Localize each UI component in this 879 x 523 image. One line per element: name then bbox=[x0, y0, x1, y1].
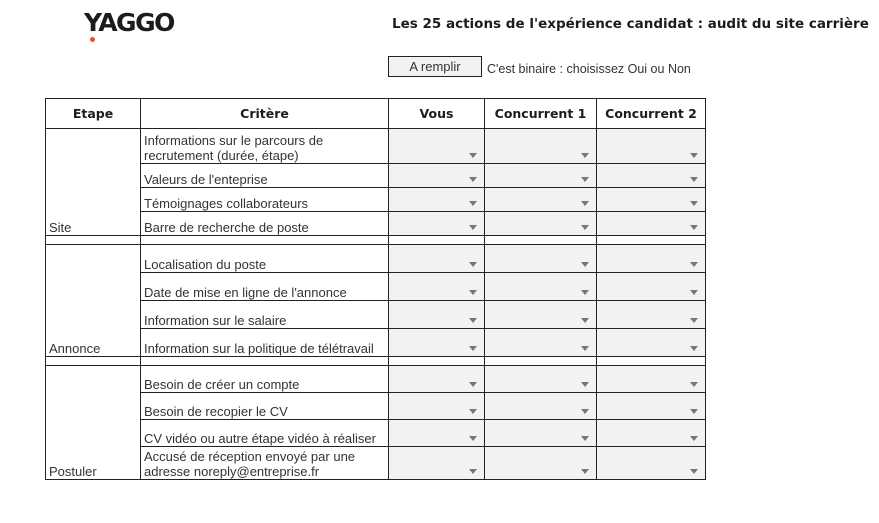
concurrent-1-dropdown[interactable] bbox=[485, 212, 597, 236]
concurrent-2-dropdown[interactable] bbox=[597, 212, 706, 236]
chevron-down-icon bbox=[690, 201, 698, 206]
audit-table bbox=[45, 98, 706, 480]
concurrent-1-dropdown[interactable] bbox=[485, 366, 597, 393]
yaggo-logo: YAGGO bbox=[84, 8, 174, 37]
spacer-row bbox=[46, 236, 706, 245]
chevron-down-icon bbox=[581, 153, 589, 158]
vous-dropdown[interactable] bbox=[389, 447, 485, 480]
critere-cell: Barre de recherche de poste bbox=[141, 212, 389, 236]
concurrent-1-dropdown[interactable] bbox=[485, 129, 597, 164]
concurrent-2-dropdown[interactable] bbox=[597, 301, 706, 329]
table-row bbox=[46, 329, 706, 357]
chevron-down-icon bbox=[690, 225, 698, 230]
chevron-down-icon bbox=[581, 346, 589, 351]
spacer-row bbox=[46, 357, 706, 366]
chevron-down-icon bbox=[581, 177, 589, 182]
chevron-down-icon bbox=[690, 290, 698, 295]
vous-dropdown[interactable] bbox=[389, 212, 485, 236]
table-row bbox=[46, 164, 706, 188]
concurrent-1-dropdown[interactable] bbox=[485, 188, 597, 212]
concurrent-1-dropdown[interactable] bbox=[485, 164, 597, 188]
critere-cell: Information sur la politique de télétravail bbox=[141, 329, 389, 357]
critere-cell: Besoin de recopier le CV bbox=[141, 393, 389, 420]
vous-dropdown[interactable] bbox=[389, 301, 485, 329]
concurrent-1-dropdown[interactable] bbox=[485, 420, 597, 447]
col-header-critere: Critère bbox=[141, 99, 389, 129]
chevron-down-icon bbox=[469, 436, 477, 441]
critere-cell: Localisation du poste bbox=[141, 245, 389, 273]
critere-cell: Informations sur le parcours de recrutement (durée, étape) bbox=[141, 129, 389, 164]
legend-fill-box: A remplir bbox=[388, 56, 482, 77]
etape-cell: Postuler bbox=[46, 366, 141, 480]
table-row bbox=[46, 129, 706, 164]
chevron-down-icon bbox=[469, 346, 477, 351]
chevron-down-icon bbox=[690, 436, 698, 441]
vous-dropdown[interactable] bbox=[389, 164, 485, 188]
critere-cell: CV vidéo ou autre étape vidéo à réaliser bbox=[141, 420, 389, 447]
table-row bbox=[46, 301, 706, 329]
chevron-down-icon bbox=[469, 225, 477, 230]
concurrent-1-dropdown[interactable] bbox=[485, 329, 597, 357]
chevron-down-icon bbox=[469, 409, 477, 414]
concurrent-2-dropdown[interactable] bbox=[597, 245, 706, 273]
critere-cell: Information sur le salaire bbox=[141, 301, 389, 329]
chevron-down-icon bbox=[690, 318, 698, 323]
chevron-down-icon bbox=[690, 262, 698, 267]
concurrent-2-dropdown[interactable] bbox=[597, 420, 706, 447]
concurrent-2-dropdown[interactable] bbox=[597, 393, 706, 420]
chevron-down-icon bbox=[690, 177, 698, 182]
table-row bbox=[46, 366, 706, 393]
critere-cell: Valeurs de l'enteprise bbox=[141, 164, 389, 188]
chevron-down-icon bbox=[469, 469, 477, 474]
concurrent-1-dropdown[interactable] bbox=[485, 447, 597, 480]
concurrent-2-dropdown[interactable] bbox=[597, 188, 706, 212]
etape-cell: Annonce bbox=[46, 245, 141, 357]
chevron-down-icon bbox=[690, 382, 698, 387]
vous-dropdown[interactable] bbox=[389, 245, 485, 273]
table-row bbox=[46, 447, 706, 480]
chevron-down-icon bbox=[581, 436, 589, 441]
chevron-down-icon bbox=[690, 409, 698, 414]
critere-cell: Accusé de réception envoyé par une adresse noreply@entreprise.fr bbox=[141, 447, 389, 480]
concurrent-2-dropdown[interactable] bbox=[597, 329, 706, 357]
table-row bbox=[46, 420, 706, 447]
col-header-vous: Vous bbox=[389, 99, 485, 129]
chevron-down-icon bbox=[581, 290, 589, 295]
table-row bbox=[46, 273, 706, 301]
table-row bbox=[46, 245, 706, 273]
chevron-down-icon bbox=[690, 153, 698, 158]
chevron-down-icon bbox=[469, 382, 477, 387]
concurrent-1-dropdown[interactable] bbox=[485, 245, 597, 273]
chevron-down-icon bbox=[469, 262, 477, 267]
critere-cell: Témoignages collaborateurs bbox=[141, 188, 389, 212]
table-row bbox=[46, 212, 706, 236]
vous-dropdown[interactable] bbox=[389, 188, 485, 212]
vous-dropdown[interactable] bbox=[389, 366, 485, 393]
chevron-down-icon bbox=[469, 318, 477, 323]
legend-instruction: C'est binaire : choisissez Oui ou Non bbox=[487, 62, 691, 76]
vous-dropdown[interactable] bbox=[389, 273, 485, 301]
concurrent-2-dropdown[interactable] bbox=[597, 366, 706, 393]
concurrent-2-dropdown[interactable] bbox=[597, 164, 706, 188]
chevron-down-icon bbox=[469, 290, 477, 295]
table-row bbox=[46, 188, 706, 212]
chevron-down-icon bbox=[581, 318, 589, 323]
concurrent-1-dropdown[interactable] bbox=[485, 273, 597, 301]
chevron-down-icon bbox=[581, 382, 589, 387]
vous-dropdown[interactable] bbox=[389, 420, 485, 447]
chevron-down-icon bbox=[581, 201, 589, 206]
chevron-down-icon bbox=[581, 469, 589, 474]
chevron-down-icon bbox=[690, 346, 698, 351]
chevron-down-icon bbox=[581, 262, 589, 267]
concurrent-2-dropdown[interactable] bbox=[597, 273, 706, 301]
concurrent-2-dropdown[interactable] bbox=[597, 129, 706, 164]
critere-cell: Date de mise en ligne de l'annonce bbox=[141, 273, 389, 301]
vous-dropdown[interactable] bbox=[389, 329, 485, 357]
chevron-down-icon bbox=[469, 153, 477, 158]
logo-accent-dot bbox=[90, 37, 95, 42]
chevron-down-icon bbox=[469, 201, 477, 206]
table-header-row bbox=[46, 99, 706, 129]
chevron-down-icon bbox=[581, 409, 589, 414]
concurrent-1-dropdown[interactable] bbox=[485, 393, 597, 420]
table-row bbox=[46, 393, 706, 420]
critere-cell: Besoin de créer un compte bbox=[141, 366, 389, 393]
vous-dropdown[interactable] bbox=[389, 129, 485, 164]
chevron-down-icon bbox=[581, 225, 589, 230]
col-header-etape: Etape bbox=[46, 99, 141, 129]
page-title: Les 25 actions de l'expérience candidat : audit du site carrière bbox=[392, 16, 869, 32]
concurrent-2-dropdown[interactable] bbox=[597, 447, 706, 480]
chevron-down-icon bbox=[690, 469, 698, 474]
vous-dropdown[interactable] bbox=[389, 393, 485, 420]
etape-cell: Site bbox=[46, 129, 141, 236]
col-header-concurrent-1: Concurrent 1 bbox=[485, 99, 597, 129]
concurrent-1-dropdown[interactable] bbox=[485, 301, 597, 329]
chevron-down-icon bbox=[469, 177, 477, 182]
col-header-concurrent-2: Concurrent 2 bbox=[597, 99, 706, 129]
